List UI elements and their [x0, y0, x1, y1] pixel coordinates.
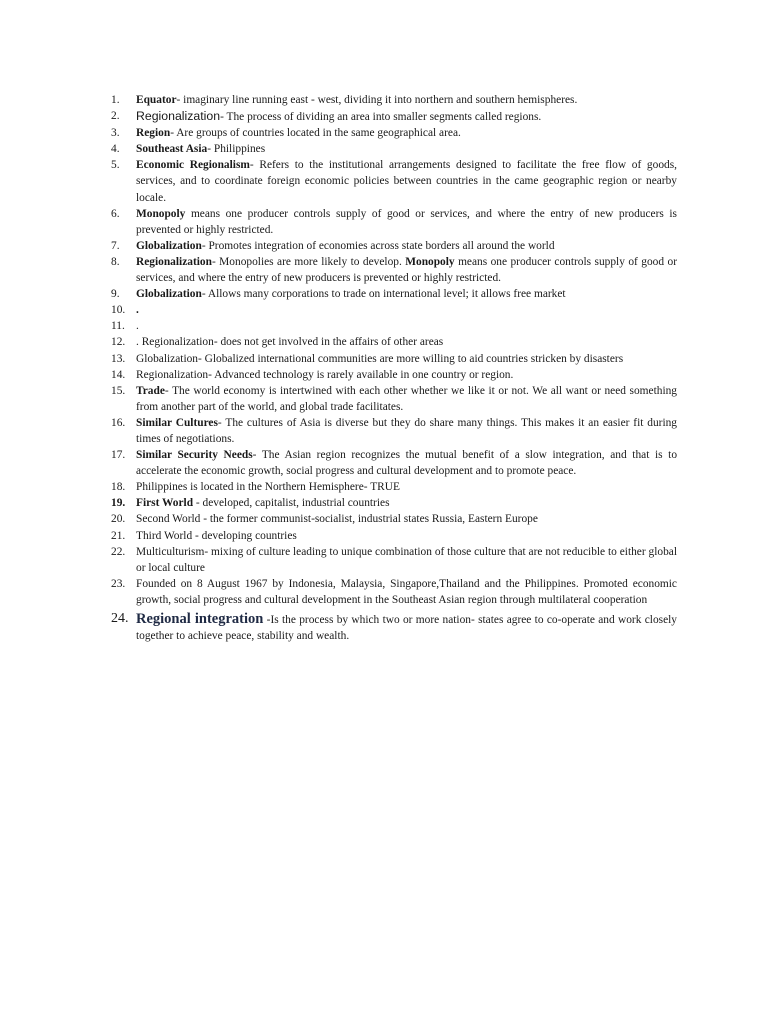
list-item: [0, 511, 677, 527]
item-term: Similar Cultures: [136, 416, 218, 429]
item-term: Southeast Asia: [136, 143, 208, 156]
list-item: [0, 334, 677, 350]
item-text: - The process of dividing an area into smaller segments called regions.: [220, 111, 542, 124]
item-text: Founded on 8 August 1967 by Indonesia, Malaysia, Singapore,Thailand and the Philippines. Promoted economic growth, social progress and cultural development in the Southeast Asian region through multilateral cooperation: [136, 577, 677, 606]
item-text: - Philippines: [207, 143, 266, 156]
item-number: 10.: [111, 304, 126, 317]
list-item: [0, 318, 677, 334]
list-item: [0, 479, 677, 495]
item-text: means one producer controls supply of good or services, and where the entry of new producers is prevented or highly restricted.: [136, 207, 677, 236]
item-number: 1.: [111, 94, 120, 106]
item-number: 3.: [111, 127, 120, 140]
list-item: [0, 141, 677, 157]
list-item: [0, 447, 677, 479]
item-text: - Monopolies are more likely to develop.: [211, 255, 406, 268]
item-number: 23.: [111, 577, 126, 590]
item-number: 21.: [111, 529, 126, 542]
list-item: [0, 254, 677, 286]
item-text: - developed, capitalist, industrial countries: [193, 497, 390, 510]
item-number: 19.: [111, 497, 126, 510]
item-text: Globalization- Globalized international communities are more willing to aid countries stricken by disasters: [136, 352, 624, 365]
list-item: [0, 108, 677, 125]
item-text-secondary: means one producer controls supply of good or services, and where the entry of new producers is prevented or highly restricted.: [136, 255, 677, 285]
item-term: Similar Security Needs: [136, 449, 253, 462]
list-item: [0, 92, 677, 108]
item-term: Monopoly: [136, 207, 186, 220]
item-text: - Are groups of countries located in the same geographical area.: [170, 127, 461, 140]
item-term: Regionalization: [136, 255, 212, 268]
item-number: 14.: [111, 368, 126, 381]
list-item: [0, 576, 677, 608]
item-number: 5.: [111, 159, 120, 172]
list-item: [0, 302, 677, 318]
item-text: Philippines is located in the Northern Hemisphere- TRUE: [136, 481, 400, 494]
item-term: Regional integration: [136, 611, 264, 627]
item-number: 8.: [111, 255, 120, 268]
item-number: 4.: [111, 143, 120, 156]
item-number: 18.: [111, 481, 126, 494]
item-term: First World: [136, 497, 194, 510]
list-item: [0, 367, 677, 383]
item-text: .: [136, 304, 139, 317]
item-text: Third World - developing countries: [136, 529, 297, 542]
item-number: 7.: [111, 239, 120, 252]
item-text: Multiculturism- mixing of culture leading to unique combination of those culture that are not reducible to either global or local culture: [136, 545, 677, 574]
item-term: Region: [136, 127, 171, 140]
list-item: [0, 157, 677, 205]
item-text: - Allows many corporations to trade on international level; it allows free market: [201, 288, 566, 301]
item-number: 22.: [111, 545, 126, 558]
list-item: [0, 383, 677, 415]
list-item: [0, 611, 677, 644]
item-number: 20.: [111, 513, 126, 526]
list-item: [0, 495, 677, 511]
item-number: 13.: [111, 352, 126, 365]
item-text: -Is the process by which two or more nation- states agree to co-operate and work closely together to achieve peace, stability and wealth.: [136, 614, 677, 643]
item-term: Trade: [136, 384, 165, 397]
item-number: 24.: [111, 611, 129, 626]
item-text: - Promotes integration of economies across state borders all around the world: [201, 239, 555, 252]
item-text: - The Asian region recognizes the mutual benefit of a slow integration, and that is to accelerate the economic growth, social progress and cultural development and to promote peace.: [136, 449, 678, 478]
list-item: [0, 351, 677, 367]
list-item: [0, 206, 677, 238]
item-text: . Regionalization- does not get involved in the affairs of other areas: [136, 336, 444, 349]
item-term: Regionalization: [136, 109, 221, 124]
item-term: Globalization: [136, 288, 202, 301]
item-text: - Refers to the institutional arrangements designed to facilitate the free flow of goods, services, and to coordinate foreign economic policies between countries in the came geographic region or nearby locale.: [136, 159, 677, 204]
item-number: 6.: [111, 207, 120, 220]
item-number: 12.: [111, 336, 126, 349]
item-term: Globalization: [136, 239, 202, 252]
item-number: 16.: [111, 416, 126, 429]
item-term: Equator: [136, 94, 177, 106]
list-item: [0, 286, 677, 302]
item-number: 15.: [111, 384, 126, 397]
list-item: [0, 238, 677, 254]
item-term-secondary: Monopoly: [405, 255, 455, 268]
item-text: Regionalization- Advanced technology is rarely available in one country or region.: [136, 368, 514, 381]
list-item: [0, 544, 677, 576]
list-item: [0, 528, 677, 544]
item-text: Second World - the former communist-socialist, industrial states Russia, Eastern Europe: [136, 513, 538, 526]
item-text: .: [136, 320, 139, 333]
item-text: - imaginary line running east - west, dividing it into northern and southern hemispheres.: [176, 94, 578, 106]
term-list: [0, 92, 768, 644]
item-number: 2.: [111, 110, 120, 123]
item-term: Economic Regionalism: [136, 159, 250, 172]
item-number: 11.: [111, 320, 125, 333]
item-number: 9.: [111, 288, 120, 301]
list-item: [0, 415, 677, 447]
item-text: - The world economy is intertwined with each other whether we like it or not. We all want or need something from another part of the world, and global trade facilitates.: [136, 384, 677, 413]
item-number: 17.: [111, 449, 126, 462]
list-item: [0, 125, 677, 141]
item-text: - The cultures of Asia is diverse but they do share many things. This makes it an easier fit during times of negotiations.: [136, 416, 677, 445]
